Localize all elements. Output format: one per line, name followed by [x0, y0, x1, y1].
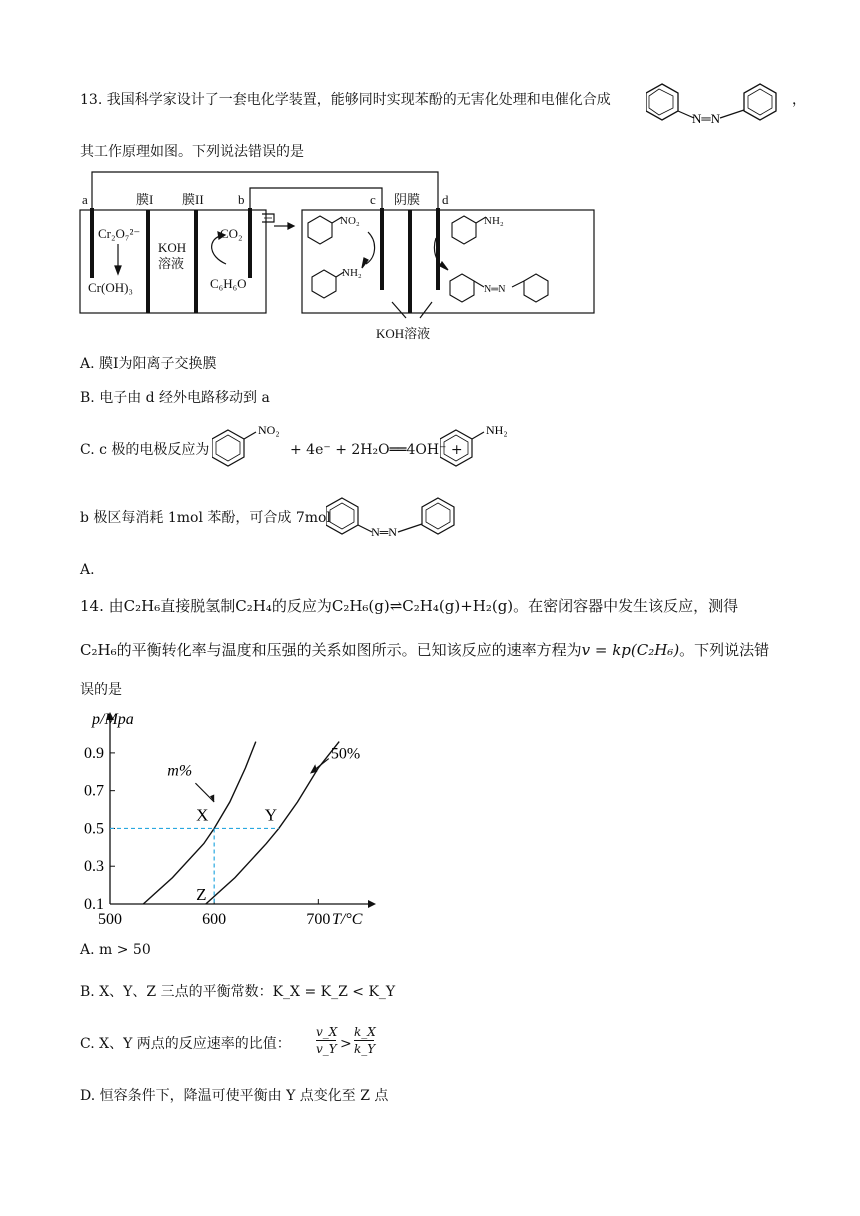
azo-bond-label: N═N	[692, 111, 720, 126]
q14-text-3: 。在密闭容器中发生该反应，测得	[513, 597, 739, 615]
x-tick-label: 600	[202, 911, 227, 928]
q13-stem-line2: 其工作原理如图。下列说法错误的是	[80, 144, 304, 160]
electrode-b-label: b	[238, 192, 245, 207]
q14-stem-line2	[80, 640, 769, 660]
y-tick-label: 0.9	[84, 744, 104, 762]
x-axis-title: T/°C	[332, 911, 363, 928]
anion-membrane-label: 阴膜	[394, 192, 421, 207]
q14-rate-equation: v = kp(C₂H₆)	[581, 641, 680, 659]
q14-text-2: 的反应为	[271, 597, 332, 615]
q14-option-c-prefix: C. X、Y 两点的反应速率的比值：	[80, 1036, 291, 1052]
nitro-group-label: NO₂	[340, 215, 360, 227]
koh-label-2: 溶液	[158, 256, 185, 271]
q14-ethane-1: C₂H₆	[123, 597, 161, 615]
electrode-c-label: c	[370, 192, 376, 207]
koh-label-1: KOH	[158, 240, 187, 255]
nitro-group: NO₂	[258, 423, 280, 437]
amino-group-label-c: NH₂	[342, 267, 362, 279]
co2-label: CO₂	[220, 226, 243, 241]
conversion-pressure-chart	[76, 708, 386, 938]
series-label-m-percent: m%	[167, 762, 193, 780]
y-axis-title: p/Mpa	[92, 711, 134, 728]
azobenzene-structure	[646, 76, 792, 130]
k-denominator: k_Y	[354, 1042, 376, 1056]
q14-option-d: D. 恒容条件下，降温可使平衡由 Y 点变化至 Z 点	[80, 1088, 389, 1104]
membrane-1-label: 膜I	[136, 192, 154, 207]
x-tick-label: 700	[306, 911, 331, 928]
phenol-label: C₆H₆O	[210, 276, 247, 291]
electrochemical-cell-diagram	[76, 168, 600, 348]
q13-option-c-equation: + 4e⁻ + 2H₂O══4OH⁻ +	[290, 442, 463, 458]
membrane-2-label: 膜II	[182, 192, 204, 207]
v-denominator: v_Y	[316, 1042, 337, 1056]
q14-text-1: 直接脱氢制	[160, 597, 236, 615]
electrode-a-label: a	[82, 192, 88, 207]
q14-text-4: 的平衡转化率与温度和压强的关系如图所示。已知该反应的速率方程为	[116, 641, 582, 659]
q13-option-b: B. 电子由 d 经外电路移动到 a	[80, 390, 270, 406]
x-axis-arrow	[368, 900, 376, 908]
q14-option-a: A. m > 50	[80, 942, 151, 958]
m-percent-pointer	[195, 783, 214, 802]
k-numerator: k_X	[354, 1025, 376, 1039]
q14-stem-line3: 误的是	[80, 682, 122, 698]
koh-solution-label: KOH溶液	[376, 326, 431, 341]
azobenzene-structure-option	[326, 490, 466, 542]
q14-text-5: 。下列说法错	[679, 641, 770, 659]
q13-stem-comma: ，	[792, 92, 806, 108]
q14-option-c-v-fraction	[316, 1024, 336, 1057]
y-tick-label: 0.3	[84, 858, 104, 876]
q13-option-letter: A.	[80, 562, 95, 578]
point-label-z: Z	[196, 885, 207, 904]
q14-ethane-2: C₂H₆	[80, 641, 117, 659]
q14-reaction-equation: C₂H₆(g)⇌C₂H₄(g)+H₂(g)	[331, 597, 514, 615]
point-label-x: X	[196, 805, 209, 825]
x-tick-label: 500	[98, 911, 122, 928]
electrode-d-label: d	[442, 192, 449, 207]
q14-ethylene: C₂H₄	[235, 597, 272, 615]
q14-option-c-gt: >	[340, 1036, 352, 1052]
chromium-hydroxide-label: Cr(OH)₃	[88, 280, 133, 295]
q14-option-b: B. X、Y、Z 三点的平衡常数：K_X = K_Z < K_Y	[80, 984, 396, 1000]
amino-group-label-d: NH₂	[484, 215, 504, 227]
series-label-50-percent: 50%	[330, 745, 361, 763]
point-label-y: Y	[264, 805, 278, 825]
amino-group: NH₂	[486, 423, 508, 437]
q13-stem-line1: 13. 我国科学家设计了一套电化学装置，能够同时实现苯酚的无害化处理和电催化合成	[80, 92, 611, 108]
nitrobenzene-structure	[212, 420, 288, 472]
q13-option-c-prefix: C. c 极的电极反应为	[80, 442, 210, 458]
y-tick-label: 0.7	[84, 782, 104, 800]
y-tick-label: 0.1	[84, 896, 104, 913]
v-numerator: v_X	[316, 1025, 338, 1039]
q13-option-a: A. 膜Ⅰ为阳离子交换膜	[80, 356, 217, 372]
azo-bond-label-option: N═N	[371, 525, 397, 539]
q13-option-d-text: b 极区每消耗 1mol 苯酚，可合成 7mol	[80, 510, 331, 526]
q14-number: 14. 由	[80, 597, 124, 615]
y-tick-label: 0.5	[84, 820, 104, 838]
q14-stem-line1	[80, 596, 738, 616]
q14-option-c-k-fraction	[354, 1024, 374, 1057]
dichromate-label: Cr₂O₇²⁻	[98, 226, 141, 241]
aniline-structure	[440, 420, 516, 472]
azo-bond-label-diagram: N═N	[484, 284, 506, 295]
